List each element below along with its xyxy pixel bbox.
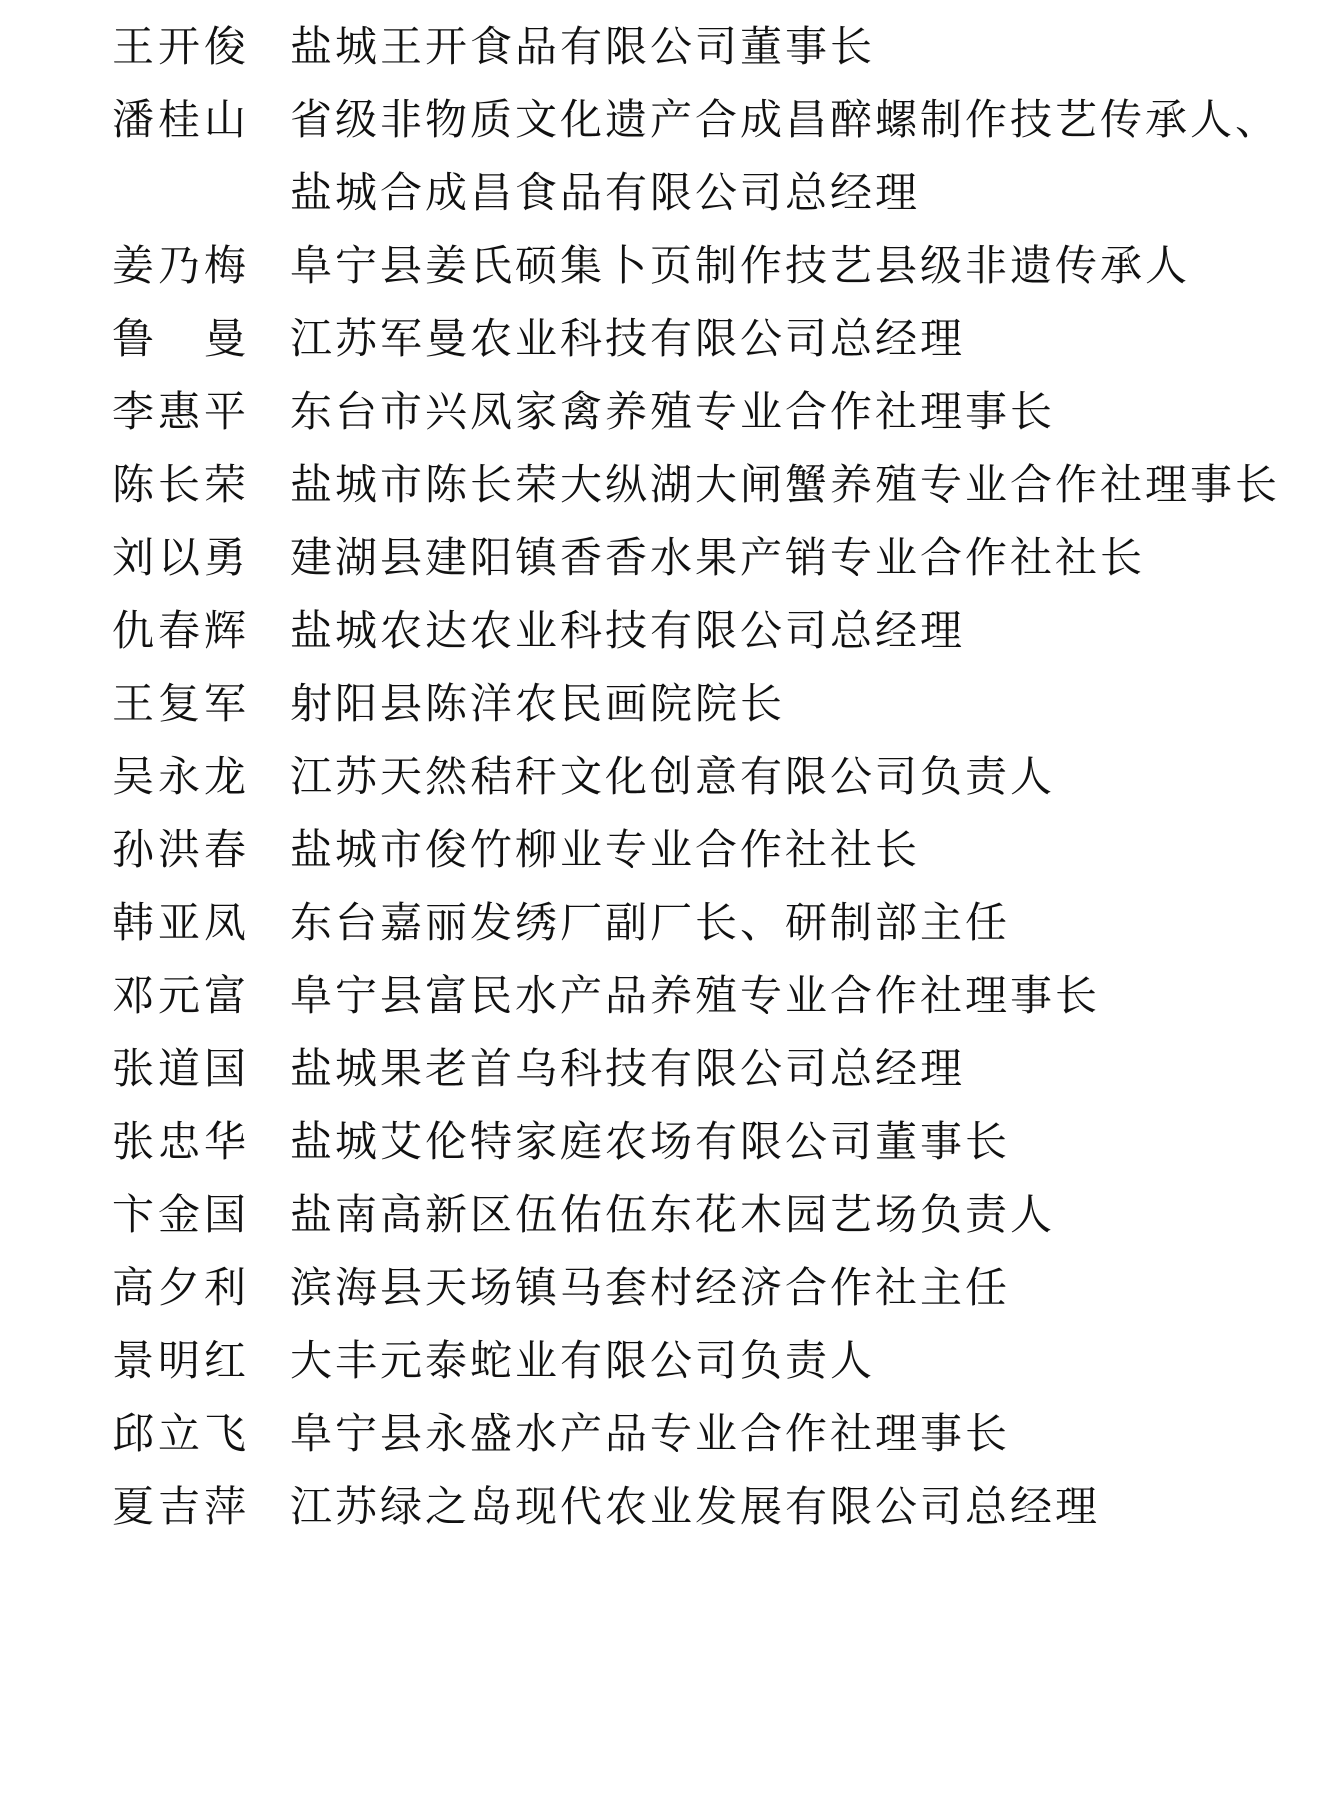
person-title	[290, 959, 1300, 1032]
person-name: 韩亚凤	[112, 898, 251, 947]
person-title-line: 盐城王开食品有限公司董事长	[290, 22, 876, 71]
person-title-line: 建湖县建阳镇香香水果产销专业合作社社长	[290, 533, 1146, 582]
person-title-line: 江苏天然秸秆文化创意有限公司负责人	[290, 752, 1056, 801]
person-name: 王开俊	[112, 22, 251, 71]
person-title-line: 盐城艾伦特家庭农场有限公司董事长	[290, 1117, 1011, 1166]
person-name: 陈长荣	[112, 460, 251, 509]
person-title	[290, 302, 1300, 375]
person-title-line: 射阳县陈洋农民画院院长	[290, 679, 786, 728]
person-title	[290, 813, 1300, 886]
person-title-line: 东台嘉丽发绣厂副厂长、研制部主任	[290, 898, 1011, 947]
list-item	[0, 1324, 1332, 1397]
list-item	[0, 375, 1332, 448]
list-item	[0, 740, 1332, 813]
list-item	[0, 813, 1332, 886]
person-title-line: 盐城果老首乌科技有限公司总经理	[290, 1044, 966, 1093]
person-title	[290, 229, 1300, 302]
person-title	[290, 594, 1300, 667]
list-item	[0, 10, 1332, 83]
person-title	[290, 10, 1300, 83]
person-name: 王复军	[112, 679, 251, 728]
list-item	[0, 521, 1332, 594]
person-name: 邓元富	[112, 971, 251, 1020]
person-name: 孙洪春	[112, 825, 251, 874]
list-item	[0, 229, 1332, 302]
list-item	[0, 1397, 1332, 1470]
person-title-line: 省级非物质文化遗产合成昌醉螺制作技艺传承人、	[290, 95, 1281, 144]
person-name: 姜乃梅	[112, 241, 251, 290]
list-item	[0, 1470, 1332, 1543]
list-item	[0, 1032, 1332, 1105]
person-title-line: 滨海县天场镇马套村经济合作社主任	[290, 1263, 1011, 1312]
person-title	[290, 1105, 1300, 1178]
person-title	[290, 740, 1300, 813]
person-title-line: 盐城农达农业科技有限公司总经理	[290, 606, 966, 655]
list-item	[0, 959, 1332, 1032]
person-title-line: 东台市兴凤家禽养殖专业合作社理事长	[290, 387, 1056, 436]
person-title	[290, 1324, 1300, 1397]
person-title	[290, 521, 1300, 594]
person-name: 李惠平	[112, 387, 251, 436]
person-title-line: 阜宁县永盛水产品专业合作社理事长	[290, 1409, 1011, 1458]
list-item	[0, 594, 1332, 667]
person-title	[290, 1397, 1300, 1470]
person-title	[290, 1251, 1300, 1324]
person-name: 仇春辉	[112, 606, 251, 655]
person-name: 夏吉萍	[112, 1482, 251, 1531]
person-title	[290, 886, 1300, 959]
person-name: 潘桂山	[112, 95, 251, 144]
person-name: 张道国	[112, 1044, 251, 1093]
list-item	[0, 448, 1332, 521]
list-item	[0, 667, 1332, 740]
person-title-line: 阜宁县姜氏硕集卜页制作技艺县级非遗传承人	[290, 241, 1191, 290]
person-title	[290, 448, 1300, 521]
person-name: 高夕利	[112, 1263, 251, 1312]
person-name: 邱立飞	[112, 1409, 251, 1458]
person-title	[290, 1178, 1300, 1251]
person-name: 吴永龙	[112, 752, 251, 801]
person-title-line: 盐城合成昌食品有限公司总经理	[290, 168, 921, 217]
person-title	[290, 1470, 1300, 1543]
person-name: 景明红	[112, 1336, 251, 1385]
person-title	[290, 667, 1300, 740]
person-title-line: 盐城市俊竹柳业专业合作社社长	[290, 825, 921, 874]
person-title-line: 江苏军曼农业科技有限公司总经理	[290, 314, 966, 363]
person-title-line: 大丰元泰蛇业有限公司负责人	[290, 1336, 876, 1385]
person-title-line: 阜宁县富民水产品养殖专业合作社理事长	[290, 971, 1101, 1020]
list-item	[0, 83, 1332, 229]
person-name: 卞金国	[112, 1190, 251, 1239]
list-item	[0, 302, 1332, 375]
person-title-line: 江苏绿之岛现代农业发展有限公司总经理	[290, 1482, 1101, 1531]
person-title	[290, 375, 1300, 448]
person-title	[290, 1032, 1300, 1105]
person-title-line: 盐城市陈长荣大纵湖大闸蟹养殖专业合作社理事长	[290, 460, 1281, 509]
person-title-line: 盐南高新区伍佑伍东花木园艺场负责人	[290, 1190, 1056, 1239]
person-title	[290, 83, 1300, 229]
person-name: 张忠华	[112, 1117, 251, 1166]
list-item	[0, 1178, 1332, 1251]
list-item	[0, 1251, 1332, 1324]
list-item	[0, 1105, 1332, 1178]
list-item	[0, 886, 1332, 959]
person-name: 刘以勇	[112, 533, 251, 582]
person-name: 鲁 曼	[112, 314, 251, 363]
